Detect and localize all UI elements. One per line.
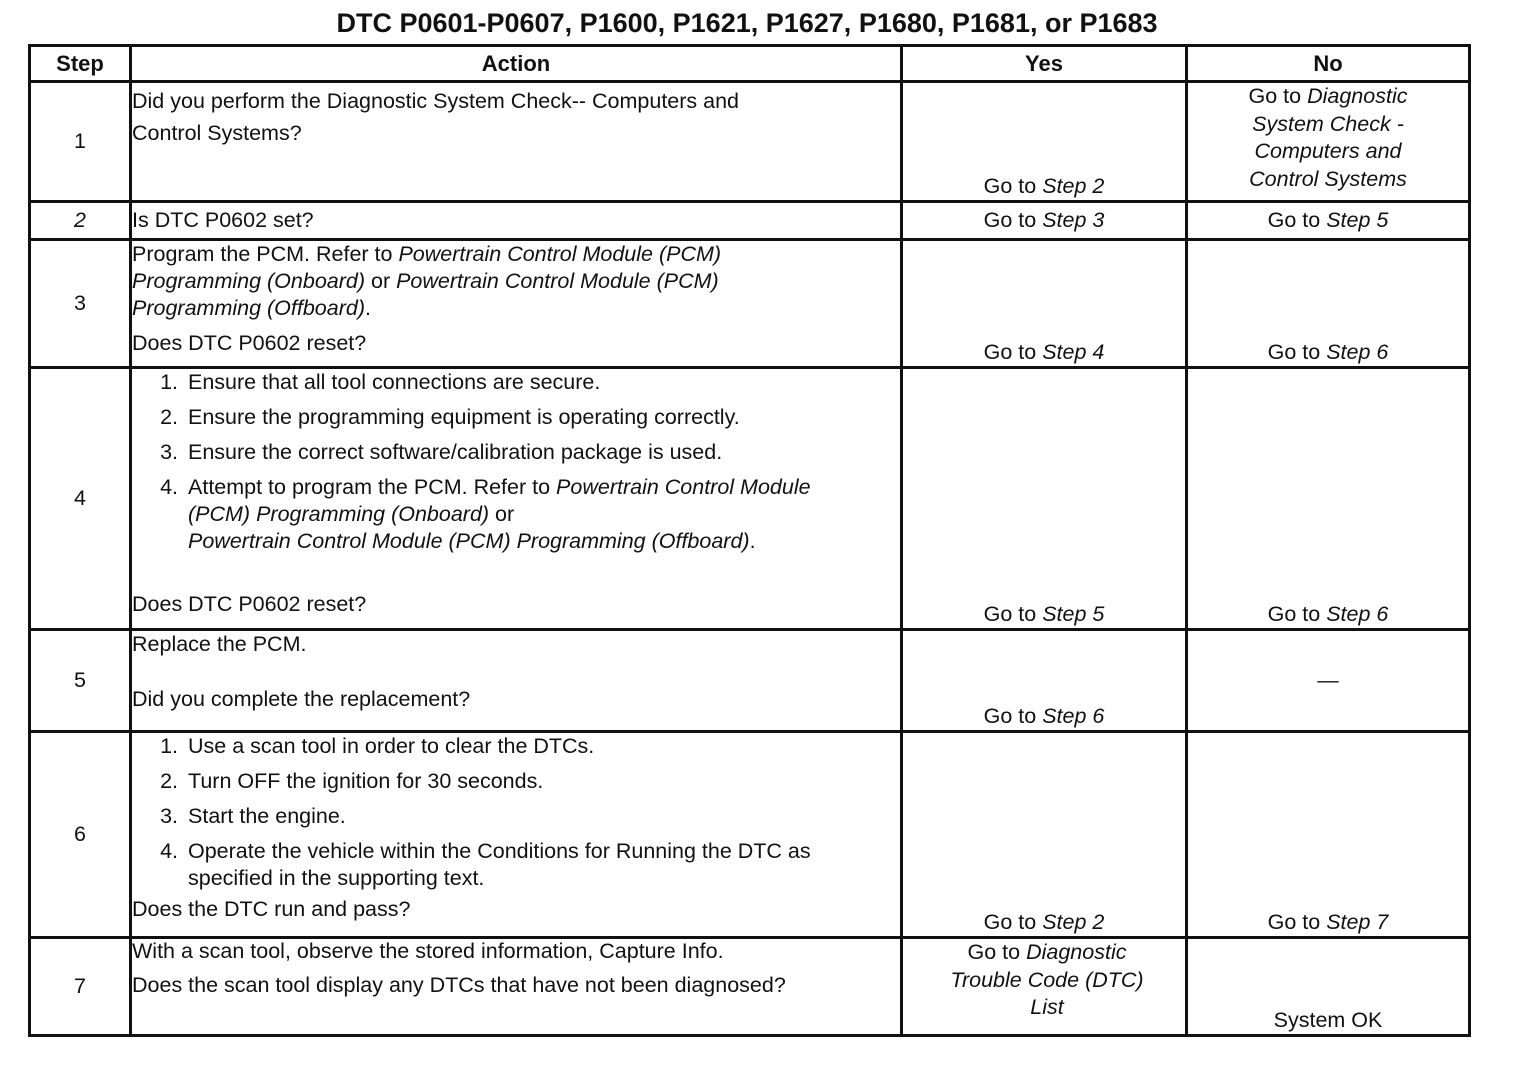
table-row — [30, 732, 1470, 938]
table-row — [30, 938, 1470, 1036]
diagnostic-table — [28, 44, 1471, 1037]
yes-step-ref: Step 2 — [1042, 173, 1105, 198]
yes-step-ref: Step 2 — [1042, 909, 1105, 934]
page-title: DTC P0601-P0607, P1600, P1621, P1627, P1680, P1681, or P1683 — [336, 8, 1158, 38]
go-to-text: Go to — [983, 173, 1037, 198]
yes-cell — [902, 732, 1187, 938]
action-instruction: Program the PCM. Refer to — [132, 242, 399, 266]
action-cell — [131, 240, 902, 368]
item-text: Operate the vehicle within the Conditions for Running the DTC as specified in the supporting text. — [188, 839, 811, 890]
step-number: 1 — [30, 82, 131, 202]
action-question: Does the DTC run and pass? — [132, 897, 411, 921]
action-connector: or — [365, 269, 397, 293]
step-number: 4 — [30, 368, 131, 630]
no-step-ref: Step 7 — [1326, 909, 1389, 934]
yes-step-ref: Step 6 — [1042, 703, 1105, 728]
action-cell — [131, 368, 902, 630]
action-text — [132, 241, 832, 322]
item-instruction: Attempt to program the PCM. Refer to — [188, 475, 557, 499]
table-row — [30, 630, 1470, 732]
action-text: Is DTC P0602 set? — [132, 208, 314, 232]
go-to-text: Go to — [1267, 909, 1321, 934]
action-reference: Powertrain Control Module (PCM) Programming (Onboard) — [132, 242, 722, 293]
go-to-text: Go to — [983, 601, 1037, 626]
item-reference: Powertrain Control Module (PCM) Programming (Onboard) — [188, 475, 811, 526]
item-number: 4. — [160, 839, 178, 863]
yes-cell — [902, 240, 1187, 368]
no-cell — [1187, 732, 1470, 938]
action-text: Replace the PCM. — [132, 632, 307, 656]
table-row — [30, 82, 1470, 202]
item-reference: Powertrain Control Module (PCM) Programming (Offboard) — [188, 529, 750, 553]
list-item — [132, 768, 900, 795]
no-cell — [1187, 938, 1470, 1036]
action-question: Does DTC P0602 reset? — [132, 331, 367, 355]
item-number: 3. — [160, 440, 178, 464]
go-to-text: Go to — [983, 703, 1037, 728]
no-cell — [1187, 630, 1470, 732]
action-question: Did you complete the replacement? — [132, 687, 471, 711]
item-text: Start the engine. — [188, 804, 346, 828]
step-number: 3 — [30, 240, 131, 368]
header-no: No — [1187, 46, 1470, 82]
go-to-text: Go to — [983, 909, 1037, 934]
no-step-ref: Step 6 — [1326, 601, 1389, 626]
no-cell — [1187, 202, 1470, 240]
item-number: 2. — [160, 769, 178, 793]
header-yes: Yes — [902, 46, 1187, 82]
list-item — [132, 404, 900, 431]
step-number: 7 — [30, 938, 131, 1036]
action-question: Does DTC P0602 reset? — [132, 592, 367, 616]
item-connector: or — [489, 502, 515, 526]
item-text — [188, 474, 853, 555]
yes-cell — [902, 630, 1187, 732]
item-text: Turn OFF the ignition for 30 seconds. — [188, 769, 544, 793]
action-text: Did you perform the Diagnostic System Check-- Computers and Control Systems? — [132, 89, 740, 145]
step-number: 2 — [30, 202, 131, 240]
action-cell — [131, 630, 902, 732]
item-text: Ensure that all tool connections are secure. — [188, 370, 601, 394]
item-number: 2. — [160, 405, 178, 429]
item-number: 1. — [160, 734, 178, 758]
yes-step-ref: Diagnostic Trouble Code (DTC) List — [950, 940, 1144, 1019]
no-cell — [1187, 368, 1470, 630]
step-number: 5 — [30, 630, 131, 732]
no-cell — [1187, 240, 1470, 368]
yes-step-ref: Step 3 — [1042, 207, 1105, 232]
item-number: 3. — [160, 804, 178, 828]
item-number: 1. — [160, 370, 178, 394]
table-row — [30, 368, 1470, 630]
yes-step-ref: Step 4 — [1042, 339, 1105, 364]
table-row — [30, 202, 1470, 240]
action-cell — [131, 202, 902, 240]
action-reference: Powertrain Control Module (PCM) Programming (Offboard) — [132, 269, 719, 320]
numbered-list — [132, 733, 900, 892]
no-result: System OK — [1273, 1007, 1383, 1032]
item-text: Ensure the correct software/calibration package is used. — [188, 440, 723, 464]
item-period: . — [749, 529, 756, 553]
no-dash: — — [1317, 667, 1339, 692]
action-cell — [131, 732, 902, 938]
list-item — [132, 474, 900, 555]
list-item — [132, 803, 900, 830]
no-step-ref: Step 6 — [1326, 339, 1389, 364]
step-number: 6 — [30, 732, 131, 938]
yes-step-ref: Step 5 — [1042, 601, 1105, 626]
action-period: . — [365, 296, 371, 320]
yes-cell — [902, 938, 1187, 1036]
numbered-list — [132, 369, 900, 555]
table-header-row — [30, 46, 1470, 82]
action-question: Does the scan tool display any DTCs that have not been diagnosed? — [132, 973, 786, 997]
item-text: Use a scan tool in order to clear the DTCs. — [188, 734, 595, 758]
yes-cell — [902, 202, 1187, 240]
go-to-text: Go to — [983, 207, 1037, 232]
action-cell — [131, 938, 902, 1036]
list-item — [132, 838, 900, 892]
yes-cell — [902, 368, 1187, 630]
go-to-text: Go to — [1267, 207, 1321, 232]
action-cell — [131, 82, 902, 202]
no-step-ref: Diagnostic System Check - Computers and Control Systems — [1249, 84, 1408, 191]
list-item — [132, 733, 900, 760]
go-to-text: Go to — [967, 940, 1021, 964]
header-action: Action — [131, 46, 902, 82]
go-to-text: Go to — [983, 339, 1037, 364]
go-to-text: Go to — [1267, 601, 1321, 626]
header-step: Step — [30, 46, 131, 82]
action-text: With a scan tool, observe the stored information, Capture Info. — [132, 939, 724, 963]
no-step-ref: Step 5 — [1326, 207, 1389, 232]
table-row — [30, 240, 1470, 368]
list-item — [132, 369, 900, 396]
item-text: Ensure the programming equipment is operating correctly. — [188, 405, 740, 429]
list-item — [132, 439, 900, 466]
item-number: 4. — [160, 475, 178, 499]
yes-cell — [902, 82, 1187, 202]
no-cell — [1187, 82, 1470, 202]
go-to-text: Go to — [1267, 339, 1321, 364]
go-to-text: Go to — [1248, 84, 1302, 108]
